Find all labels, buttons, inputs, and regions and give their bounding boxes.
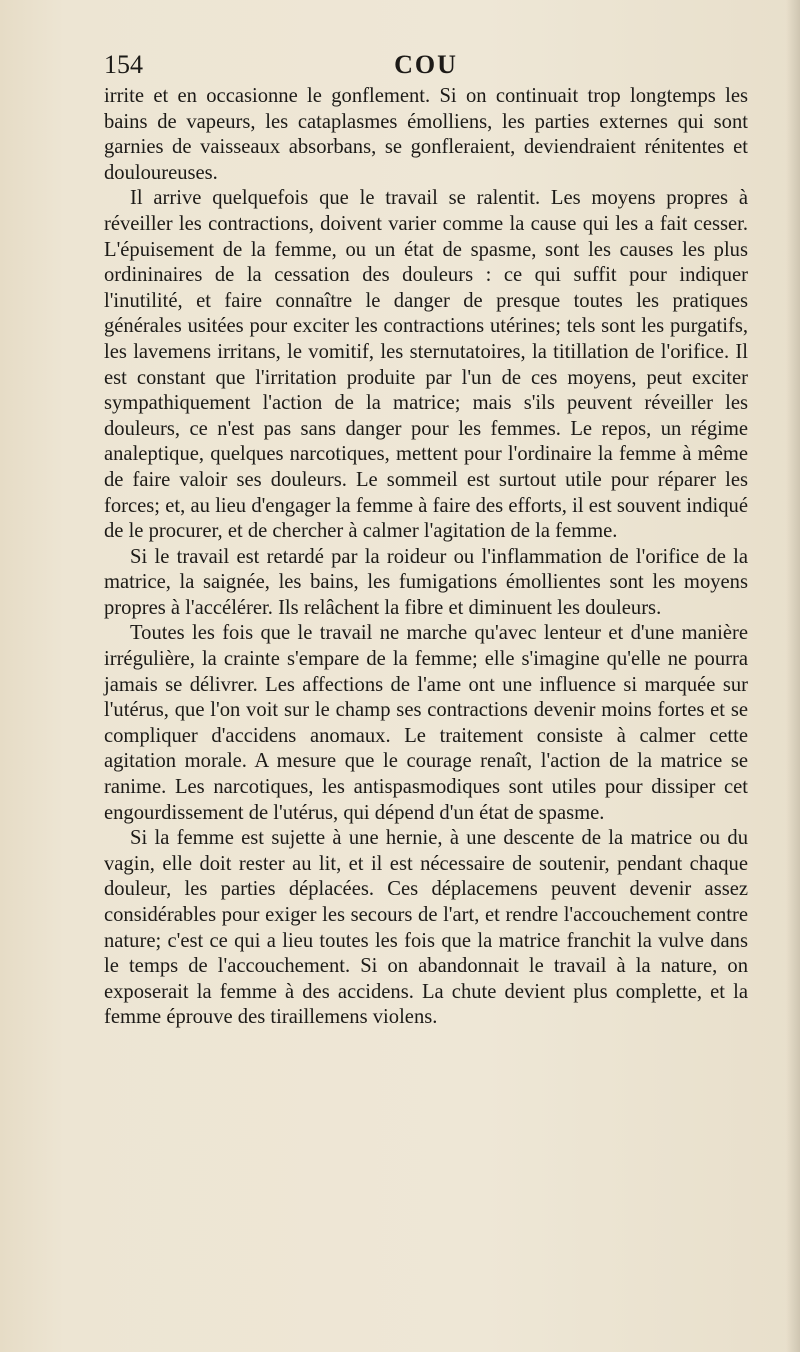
- page-number: 154: [104, 50, 143, 79]
- paragraph-roideur-orifice: Si le travail est retardé par la roideur ou l'inflammation de l'orifice de la matrice, la saignée, les bains, les fumigations émollientes sont les moyens propres à l'accélérer. Ils relâchent la fibre et diminuent les douleurs.: [104, 545, 748, 619]
- paragraph-hernie-descente: Si la femme est sujette à une hernie, à une descente de la matrice ou du vagin, elle doit rester au lit, et il est nécessaire de soutenir, pendant chaque douleur, les parties déplacées. Ces déplacemens peuvent devenir assez considérables pour exiger les secours de l'art, et rendre l'accouchement contre nature; c'est ce qui a lieu toutes les fois que la matrice franchit la vulve dans le temps de l'accouchement. Si on abandonnait le travail à la nature, on exposerait la femme à des accidens. La chute devient plus complette, et la femme éprouve des tiraillemens violens.: [104, 827, 748, 1029]
- running-head: COU: [394, 50, 458, 79]
- paragraph-continuation: irrite et en occasionne le gonflement. Si on continuait trop longtemps les bains de vapeurs, les cataplasmes émolliens, les parties externes qui sont garnies de vaisseaux absorbans, se gonfleraient, deviendraient rénitentes et douloureuses.: [104, 85, 748, 184]
- page-header: [104, 48, 748, 82]
- paragraph-lenteur-travail: Toutes les fois que le travail ne marche qu'avec lenteur et d'une manière irrégulière, la crainte s'empare de la femme; elle s'imagine qu'elle ne pourra jamais se délivrer. Les affections de l'ame ont une influence si marquée sur l'utérus, que l'on voit sur le champ ses contractions devenir moins fortes et se compliquer d'accidens anomaux. Le traitement consiste à calmer cette agitation morale. A mesure que le courage renaît, l'action de la matrice se ranime. Les narcotiques, les antispasmodiques sont utiles pour dissiper cet engourdissement de l'utérus, qui dépend d'un état de spasme.: [104, 622, 748, 824]
- paragraph-travail-ralentit: Il arrive quelquefois que le travail se ralentit. Les moyens propres à réveiller les contractions, doivent varier comme la cause qui les a fait cesser. L'épuisement de la femme, ou un état de spasme, sont les causes les plus ordininaires de la cessation des douleurs : ce qui suffit pour indiquer l'inutilité, et faire connaître le danger de presque toutes les pratiques générales usitées pour exciter les contractions utérines; tels sont les purgatifs, les lavemens irritans, le vomitif, les sternutatoires, la titillation de l'orifice. Il est constant que l'irritation produite par l'un de ces moyens, peut exciter sympathiquement l'action de la matrice; mais s'ils peuvent réveiller les douleurs, ce n'est pas sans danger pour les femmes. Le repos, un régime analeptique, quelques narcotiques, mettent pour l'ordinaire la femme à même de faire valoir ses douleurs. Le sommeil est surtout utile pour réparer les forces; et, au lieu d'engager la femme à faire des efforts, il est souvent indiqué de le procurer, et de chercher à calmer l'agitation de la femme.: [104, 187, 748, 543]
- body-text: [104, 84, 748, 1031]
- page-edge-shadow: [786, 0, 800, 1352]
